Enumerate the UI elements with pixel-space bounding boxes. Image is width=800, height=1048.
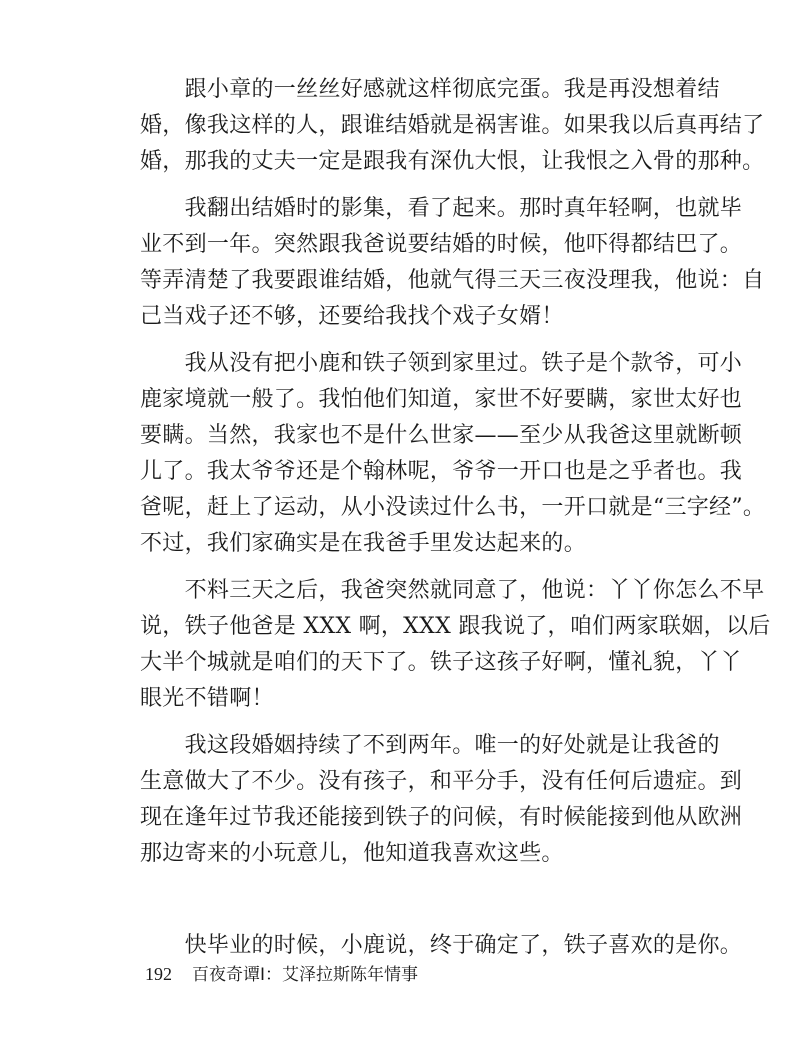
text-line: 那边寄来的小玩意儿，他知道我喜欢这些。 <box>140 841 564 866</box>
running-title: 百夜奇谭Ⅰ：艾泽拉斯陈年情事 <box>192 965 419 985</box>
paragraph-6 <box>140 928 743 964</box>
text-line: 不过，我们家确实是在我爸手里发达起来的。 <box>140 531 587 556</box>
text-line: 儿了。我太爷爷还是个翰林呢，爷爷一开口也是之乎者也。我 <box>140 459 743 484</box>
paragraph-1 <box>140 72 765 180</box>
text-line: 不料三天之后，我爸突然就同意了，他说：丫丫你怎么不早 <box>140 578 765 603</box>
text-line: 我翻出结婚时的影集，看了起来。那时真年轻啊，也就毕 <box>140 196 743 221</box>
page-number: 192 <box>145 964 172 984</box>
text-line: 现在逢年过节我还能接到铁子的问候，有时候能接到他从欧洲 <box>140 805 743 830</box>
paragraph-2 <box>140 191 765 335</box>
text-line: 爸呢，赶上了运动，从小没读过什么书，一开口就是“三字经”。 <box>140 495 766 520</box>
text-line: 说，铁子他爸是 XXX 啊，XXX 跟我说了，咱们两家联姻，以后 <box>140 614 771 639</box>
text-line: 大半个城就是咱们的天下了。铁子这孩子好啊，懂礼貌，丫丫 <box>140 650 743 675</box>
text-line: 跟小章的一丝丝好感就这样彻底完蛋。我是再没想着结 <box>140 77 720 102</box>
text-line: 眼光不错啊！ <box>140 686 274 711</box>
text-line: 鹿家境就一般了。我怕他们知道，家世不好要瞒，家世太好也 <box>140 387 743 412</box>
text-line: 业不到一年。突然跟我爸说要结婚的时候，他吓得都结巴了。 <box>140 232 743 257</box>
text-line: 婚，像我这样的人，跟谁结婚就是祸害谁。如果我以后真再结了 <box>140 113 765 138</box>
text-line: 己当戏子还不够，还要给我找个戏子女婿！ <box>140 304 564 329</box>
paragraph-5 <box>140 728 743 872</box>
text-line: 快毕业的时候，小鹿说，终于确定了，铁子喜欢的是你。 <box>140 933 743 958</box>
text-line: 要瞒。当然，我家也不是什么世家——至少从我爸这里就断顿 <box>140 423 743 448</box>
text-line: 生意做大了不少。没有孩子，和平分手，没有任何后遗症。到 <box>140 769 743 794</box>
text-line: 我这段婚姻持续了不到两年。唯一的好处就是让我爸的 <box>140 733 720 758</box>
text-line: 等弄清楚了我要跟谁结婚，他就气得三天三夜没理我，他说：自 <box>140 268 765 293</box>
text-line: 我从没有把小鹿和铁子领到家里过。铁子是个款爷，可小 <box>140 351 743 376</box>
text-line: 婚，那我的丈夫一定是跟我有深仇大恨，让我恨之入骨的那种。 <box>140 149 765 174</box>
paragraph-4 <box>140 573 771 717</box>
body-text <box>140 72 771 964</box>
page-footer <box>145 962 418 987</box>
paragraph-3 <box>140 346 766 562</box>
